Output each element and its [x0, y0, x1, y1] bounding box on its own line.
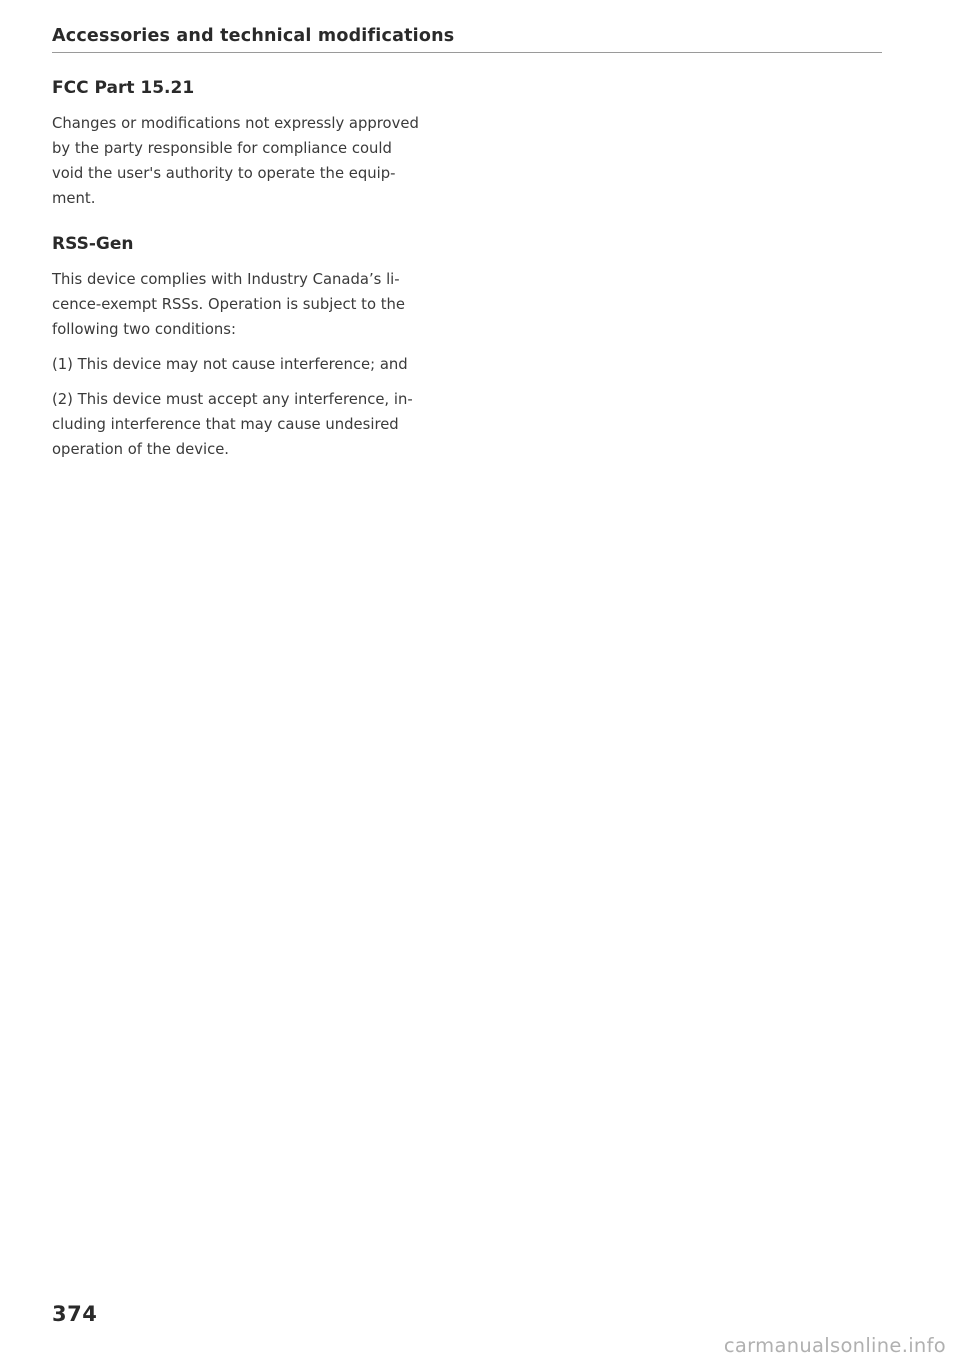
section-heading-rss-gen: RSS-Gen	[52, 234, 134, 254]
text-line: cence-exempt RSSs. Operation is subject to the	[52, 296, 405, 313]
running-header	[52, 24, 882, 53]
text-line: void the user's authority to operate the equip-	[52, 165, 396, 182]
text-line: by the party responsible for compliance could	[52, 140, 392, 157]
text-line: (1) This device may not cause interference; and	[52, 356, 408, 373]
source-watermark: carmanualsonline.info	[723, 1334, 946, 1357]
page-content	[52, 76, 462, 462]
text-line: operation of the device.	[52, 441, 230, 458]
paragraph-condition-2	[52, 387, 462, 462]
page-number: 374	[52, 1302, 98, 1326]
text-line: ment.	[52, 190, 96, 207]
text-line: This device complies with Industry Canada’s li-	[52, 271, 400, 288]
text-line: following two conditions:	[52, 321, 236, 338]
text-line: Changes or modifications not expressly approved	[52, 115, 419, 132]
paragraph-fcc-compliance	[52, 111, 462, 211]
chapter-title: Accessories and technical modifications	[52, 26, 455, 46]
text-line: (2) This device must accept any interference, in-	[52, 391, 413, 408]
text-line: cluding interference that may cause undesired	[52, 416, 399, 433]
section-heading-fcc: FCC Part 15.21	[52, 78, 195, 98]
paragraph-condition-1	[52, 352, 462, 377]
paragraph-rss-intro	[52, 267, 462, 342]
